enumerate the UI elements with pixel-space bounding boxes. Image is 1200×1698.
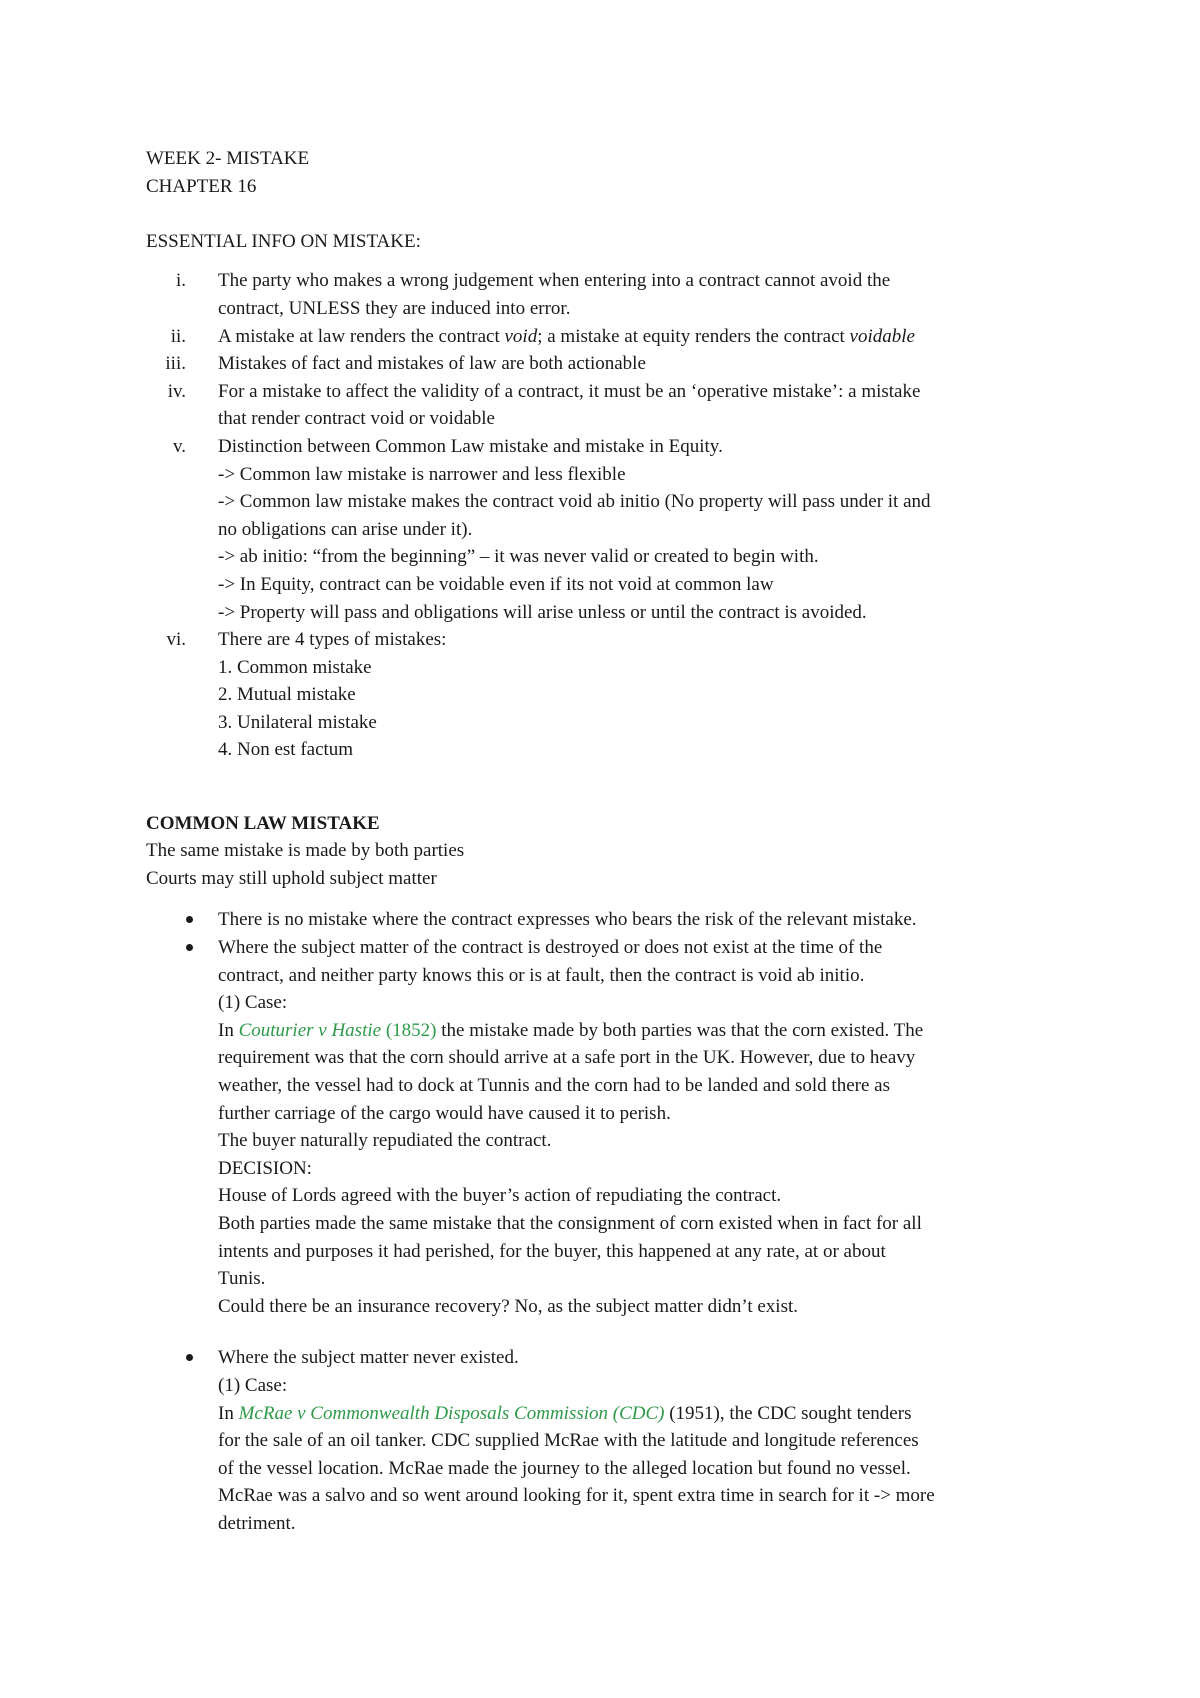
bullet-text: requirement was that the corn should arrive at a safe port in the UK. However, due to heavy — [218, 1047, 916, 1069]
item-text: that render contract void or voidable — [218, 408, 495, 430]
bullet-text: Both parties made the same mistake that the consignment of corn existed when in fact for all — [218, 1212, 922, 1234]
case-prefix: In — [218, 1402, 239, 1424]
case-text: (1951), the CDC sought tenders — [664, 1402, 912, 1424]
item-number: v. — [172, 435, 186, 457]
item-text: -> Common law mistake is narrower and less flexible — [218, 463, 626, 485]
essential-info-heading: ESSENTIAL INFO ON MISTAKE: — [146, 230, 421, 252]
bullet-text: (1) Case: — [218, 992, 288, 1014]
essential-item — [146, 378, 1076, 433]
item-text — [218, 323, 1076, 351]
item-text: 4. Non est factum — [218, 739, 354, 761]
chapter-title: CHAPTER 16 — [146, 175, 257, 197]
bullet-text: House of Lords agreed with the buyer’s action of repudiating the contract. — [218, 1185, 782, 1207]
item-number: iv. — [167, 380, 186, 402]
item-text: For a mistake to affect the validity of a contract, it must be an ‘operative mistake’: a mistake — [218, 380, 921, 402]
bullet-item — [146, 906, 1076, 934]
case-name-mcrae: McRae v Commonwealth Disposals Commission (CDC) — [238, 1402, 665, 1424]
item-number: ii. — [170, 325, 186, 347]
item-text: There are 4 types of mistakes: — [218, 629, 447, 651]
item-text: 1. Common mistake — [218, 656, 372, 678]
document-body — [146, 145, 1076, 1538]
item-text: Mistakes of fact and mistakes of law are both actionable — [218, 353, 646, 375]
bullet-text: of the vessel location. McRae made the journey to the alleged location but found no vessel. — [218, 1457, 911, 1479]
bullet-text: McRae was a salvo and so went around looking for it, spent extra time in search for it -> more — [218, 1485, 935, 1507]
item-text: contract, UNLESS they are induced into error. — [218, 297, 571, 319]
bullet-text: Tunis. — [218, 1268, 266, 1290]
essential-item — [146, 267, 1076, 322]
item-text-part: ; a mistake at equity renders the contract — [537, 325, 850, 347]
item-text: Distinction between Common Law mistake and mistake in Equity. — [218, 435, 723, 457]
case-line — [218, 1400, 1076, 1428]
item-number: vi. — [166, 629, 186, 651]
bullet-item — [146, 934, 1076, 1320]
intro-text: The same mistake is made by both parties — [146, 840, 465, 862]
item-text: 3. Unilateral mistake — [218, 711, 377, 733]
bullet-icon — [146, 934, 218, 1320]
common-law-heading: COMMON LAW MISTAKE — [146, 812, 380, 834]
bullet-text: for the sale of an oil tanker. CDC supplied McRae with the latitude and longitude references — [218, 1430, 919, 1452]
bullet-text: contract, and neither party knows this or is at fault, then the contract is void ab initio. — [218, 964, 865, 986]
bullet-text: detriment. — [218, 1512, 296, 1534]
case-text: the mistake made by both parties was that the corn existed. The — [436, 1019, 924, 1041]
emphasis-void: void — [504, 325, 538, 347]
intro-text: Courts may still uphold subject matter — [146, 867, 437, 889]
case-year: (1852) — [381, 1019, 437, 1041]
item-text: 2. Mutual mistake — [218, 684, 356, 706]
case-prefix: In — [218, 1019, 239, 1041]
item-text: -> In Equity, contract can be voidable even if its not void at common law — [218, 573, 774, 595]
emphasis-voidable: voidable — [849, 325, 915, 347]
week-title: WEEK 2- MISTAKE — [146, 148, 310, 169]
bullet-icon — [146, 906, 218, 934]
case-line — [218, 1017, 1076, 1045]
item-text-part: A mistake at law renders the contract — [218, 325, 505, 347]
bullet-text: Could there be an insurance recovery? No, as the subject matter didn’t exist. — [218, 1295, 799, 1317]
bullet-text: Where the subject matter never existed. — [218, 1347, 519, 1369]
bullet-item — [146, 1344, 1076, 1537]
item-text: -> ab initio: “from the beginning” – it was never valid or created to begin with. — [218, 546, 819, 568]
item-text: The party who makes a wrong judgement when entering into a contract cannot avoid the — [218, 270, 891, 292]
bullet-text: further carriage of the cargo would have caused it to perish. — [218, 1102, 671, 1124]
bullet-icon — [146, 1344, 218, 1537]
bullet-text: There is no mistake where the contract expresses who bears the risk of the relevant mistake. — [218, 909, 917, 931]
item-number: iii. — [165, 353, 186, 375]
essential-item — [146, 626, 1076, 764]
bullet-text: (1) Case: — [218, 1374, 288, 1396]
bullet-text: The buyer naturally repudiated the contract. — [218, 1130, 552, 1152]
essential-item — [146, 323, 1076, 351]
item-text: no obligations can arise under it). — [218, 518, 473, 540]
item-number: i. — [175, 270, 186, 292]
bullet-text: DECISION: — [218, 1157, 312, 1179]
item-text: -> Common law mistake makes the contract void ab initio (No property will pass under it and — [218, 491, 931, 513]
essential-item — [146, 350, 1076, 378]
bullet-text: intents and purposes it had perished, for the buyer, this happened at any rate, at or about — [218, 1240, 886, 1262]
essential-item — [146, 433, 1076, 626]
item-text: -> Property will pass and obligations will arise unless or until the contract is avoided. — [218, 601, 867, 623]
bullet-text: Where the subject matter of the contract is destroyed or does not exist at the time of the — [218, 937, 883, 959]
case-name-couturier: Couturier v Hastie — [238, 1019, 382, 1041]
bullet-text: weather, the vessel had to dock at Tunnis and the corn had to be landed and sold there as — [218, 1075, 890, 1096]
